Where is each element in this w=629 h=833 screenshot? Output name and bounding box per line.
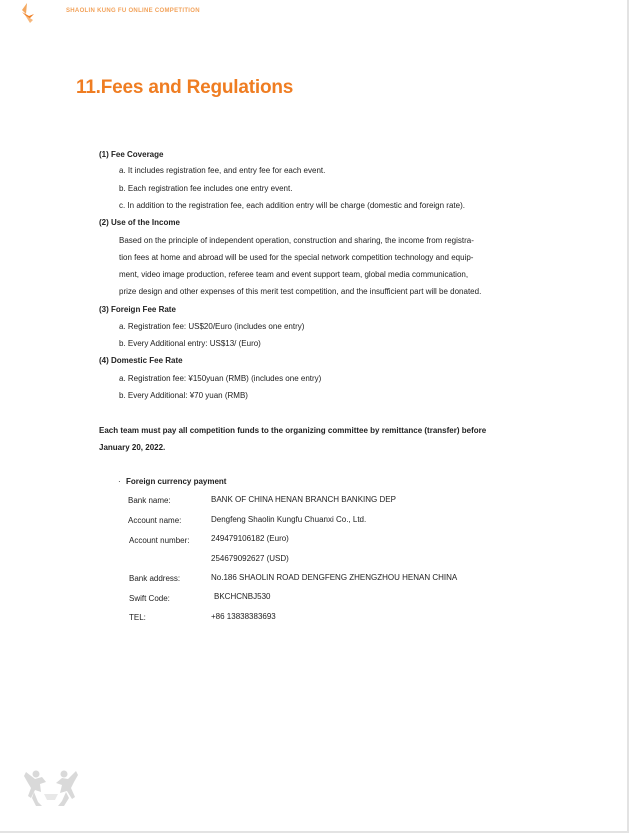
foreign-fee-item: b. Every Additional entry: US$13/ (Euro) (119, 339, 261, 348)
tel-label: TEL: (129, 613, 146, 622)
swift-code-value: BKCHCNBJ530 (214, 592, 271, 601)
bank-name-value: BANK OF CHINA HENAN BRANCH BANKING DEP (211, 495, 396, 504)
bank-address-label: Bank address: (129, 574, 181, 583)
use-of-income-heading: (2) Use of the Income (99, 218, 180, 227)
fee-coverage-item: b. Each registration fee includes one entry event. (119, 184, 293, 193)
account-number-value: 254679092627 (USD) (211, 554, 289, 563)
account-number-value: 249479106182 (Euro) (211, 534, 289, 543)
bullet-icon: · (118, 477, 121, 486)
bank-name-label: Bank name: (128, 496, 171, 505)
fee-coverage-item: c. In addition to the registration fee, each addition entry will be charge (domestic and foreign rate). (119, 201, 465, 210)
kungfu-figures-icon (22, 768, 80, 808)
foreign-fee-heading: (3) Foreign Fee Rate (99, 305, 176, 314)
fee-coverage-heading: (1) Fee Coverage (99, 150, 164, 159)
logo-icon (20, 2, 38, 24)
domestic-fee-item: b. Every Additional: ¥70 yuan (RMB) (119, 391, 248, 400)
payment-notice: Each team must pay all competition funds to the organizing committee by remittance (transfer) before (99, 426, 487, 435)
use-of-income-line: tion fees at home and abroad will be used for the special network competition technology and equip- (119, 253, 474, 262)
fee-coverage-item: a. It includes registration fee, and entry fee for each event. (119, 166, 326, 175)
use-of-income-line: prize design and other expenses of this merit test competition, and the insufficient part will be donated. (119, 287, 482, 296)
payment-notice: January 20, 2022. (99, 443, 166, 452)
account-name-value: Dengfeng Shaolin Kungfu Chuanxi Co., Ltd. (211, 515, 367, 524)
bank-address-value: No.186 SHAOLIN ROAD DENGFENG ZHENGZHOU HENAN CHINA (211, 573, 458, 582)
use-of-income-line: Based on the principle of independent operation, construction and sharing, the income from registra- (119, 236, 474, 245)
foreign-payment-heading: Foreign currency payment (126, 477, 227, 486)
account-name-label: Account name: (128, 516, 182, 525)
page-title: 11.Fees and Regulations (76, 77, 294, 98)
account-number-label: Account number: (129, 536, 190, 545)
header-title: SHAOLIN KUNG FU ONLINE COMPETITION (66, 8, 200, 14)
swift-code-label: Swift Code: (129, 594, 170, 603)
domestic-fee-item: a. Registration fee: ¥150yuan (RMB) (includes one entry) (119, 374, 322, 383)
tel-value: +86 13838383693 (211, 612, 276, 621)
domestic-fee-heading: (4) Domestic Fee Rate (99, 356, 183, 365)
foreign-fee-item: a. Registration fee: US$20/Euro (includes one entry) (119, 322, 305, 331)
use-of-income-line: ment, video image production, referee team and event support team, global media communication, (119, 270, 469, 279)
